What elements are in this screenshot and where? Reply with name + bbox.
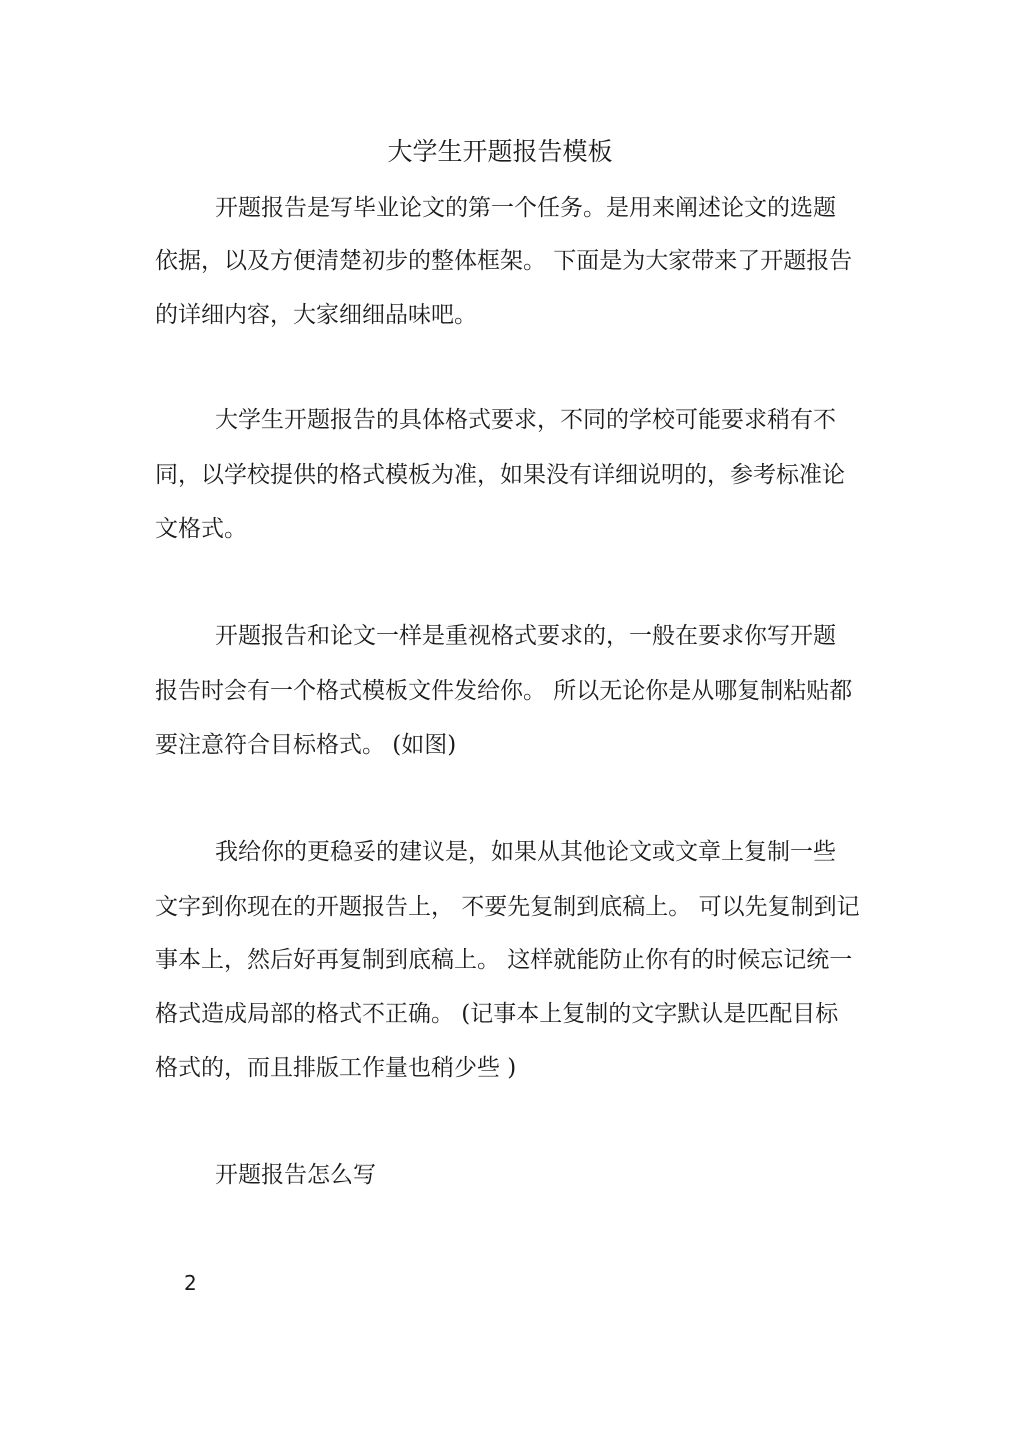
paragraph-4-line-4: 格式造成局部的格式不正确。 (记事本上复制的文字默认是匹配目标: [155, 1001, 839, 1027]
paragraph-5-line-1: 开题报告怎么写: [215, 1162, 376, 1188]
paragraph-2-line-1: 大学生开题报告的具体格式要求，不同的学校可能要求稍有不: [215, 407, 836, 433]
paragraph-3-line-1: 开题报告和论文一样是重视格式要求的，一般在要求你写开题: [215, 623, 836, 649]
paragraph-1-line-3: 的详细内容，大家细细品味吧。: [155, 302, 477, 328]
paragraph-1-line-2: 依据，以及方便清楚初步的整体框架。 下面是为大家带来了开题报告: [155, 248, 853, 274]
page-number: 2: [184, 1271, 197, 1295]
paragraph-4-line-5: 格式的，而且排版工作量也稍少些 ): [155, 1055, 517, 1081]
paragraph-2-line-3: 文格式。: [155, 516, 247, 542]
paragraph-4-line-2: 文字到你现在的开题报告上， 不要先复制到底稿上。 可以先复制到记: [155, 894, 860, 920]
paragraph-3-line-3: 要注意符合目标格式。 (如图): [155, 732, 457, 758]
paragraph-1-line-1: 开题报告是写毕业论文的第一个任务。是用来阐述论文的选题: [215, 195, 836, 221]
paragraph-4-line-3: 事本上，然后好再复制到底稿上。 这样就能防止你有的时候忘记统一: [155, 947, 853, 973]
paragraph-4-line-1: 我给你的更稳妥的建议是，如果从其他论文或文章上复制一些: [215, 839, 836, 865]
document-title: 大学生开题报告模板: [387, 137, 613, 166]
paragraph-2-line-2: 同，以学校提供的格式模板为准，如果没有详细说明的，参考标准论: [155, 462, 845, 488]
paragraph-3-line-2: 报告时会有一个格式模板文件发给你。 所以无论你是从哪复制粘贴都: [155, 678, 853, 704]
